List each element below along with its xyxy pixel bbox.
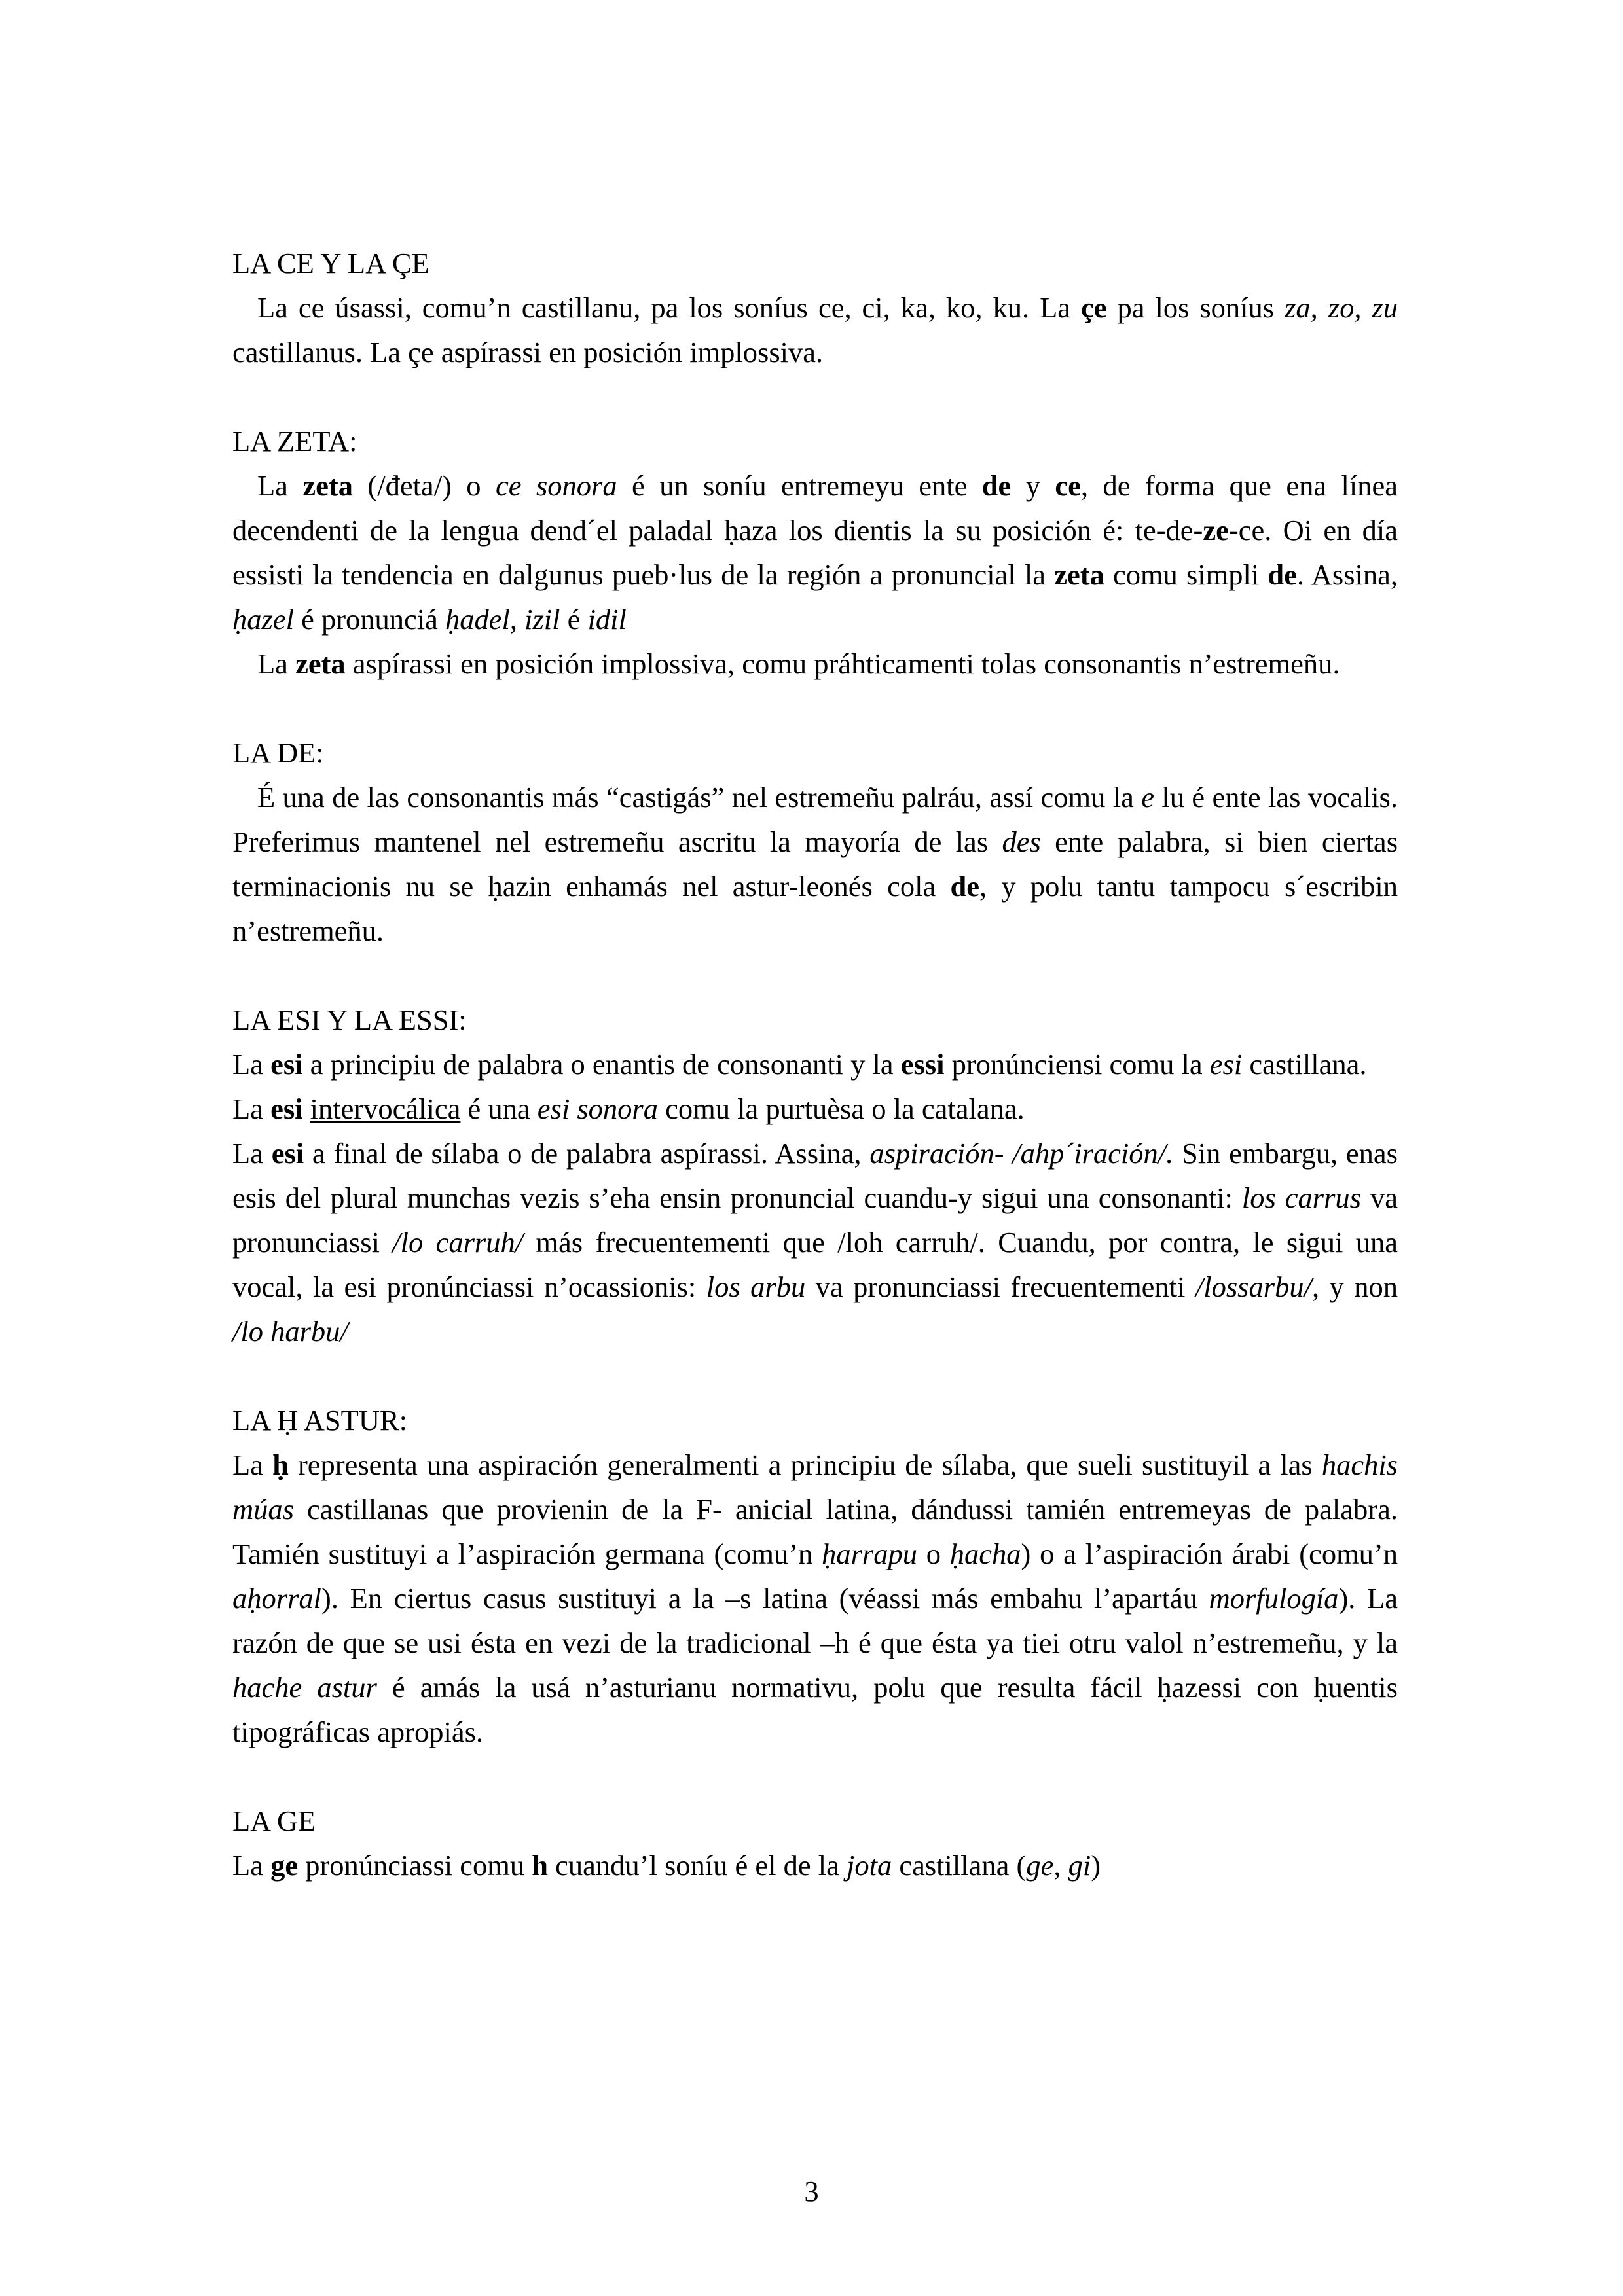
text-run: Sin embargu, enas esis del plural munchas vezis s’eha ensin pronuncial cuandu-y sigui una consonanti: — [232, 1137, 1398, 1214]
text-run: ente palabra, si bien ciertas terminacionis nu se ḥazin enhamás nel astur-leonés cola — [232, 825, 1398, 903]
italic-term: /lossarbu/ — [1195, 1270, 1312, 1303]
text-run: é — [560, 603, 588, 636]
text-run: , y non — [1311, 1270, 1398, 1303]
paragraph-zeta-1 — [232, 463, 1398, 641]
italic-term: hachis múas — [232, 1448, 1398, 1526]
text-run: comu simpli — [1104, 558, 1268, 591]
section-zeta — [232, 419, 1398, 686]
text-run: , — [1053, 1849, 1068, 1882]
italic-term: los carrus — [1241, 1181, 1362, 1214]
page-number: 3 — [804, 2175, 819, 2208]
italic-term: za, zo, zu — [1285, 291, 1398, 324]
text-run: y — [1011, 469, 1055, 502]
text-run: cuandu’l soníu é el de la — [548, 1849, 847, 1882]
text-run: La — [232, 1849, 271, 1882]
paragraph-h-astur — [232, 1443, 1398, 1754]
text-run: La — [232, 1448, 273, 1481]
text-run: La — [257, 647, 296, 680]
section-ce — [232, 241, 1398, 374]
text-run: . Assina, — [1296, 558, 1398, 591]
text-run: ). La razón de que se usi ésta en vezi de la tradicional –h é que ésta ya tiei otru valol n’estremeñu, y la — [232, 1582, 1398, 1659]
text-run: representa una aspiración generalmenti a principiu de sílaba, que sueli sustituyil a las — [288, 1448, 1322, 1481]
paragraph-esi-3 — [232, 1131, 1398, 1354]
bold-term: zeta — [295, 647, 346, 680]
text-run: o — [917, 1537, 950, 1570]
bold-term: de — [981, 469, 1012, 502]
bold-term: de — [950, 870, 979, 903]
text-run: (/đeta/) o — [352, 469, 496, 502]
italic-term: ḥacha — [949, 1537, 1021, 1570]
italic-term: jota — [847, 1849, 892, 1882]
text-run: va pronunciassi frecuentementi — [805, 1270, 1195, 1303]
italic-term: aḥorral — [232, 1582, 321, 1615]
text-run: lu é ente las vocalis. Preferimus mantenel nel estremeñu ascritu la mayoría de las — [232, 781, 1398, 858]
text-run: comu la purtuèsa o la catalana. — [658, 1092, 1025, 1125]
text-run: castillana. — [1242, 1048, 1367, 1081]
text-run: a final de sílaba o de palabra aspírassi. Assina, — [304, 1137, 870, 1170]
bold-term: zeta — [302, 469, 353, 502]
text-run: é pronunciá — [293, 603, 445, 636]
text-run: -ce. Oi en día essisti la tendencia en dalgunus pueb·lus de la región a pronuncial la — [232, 514, 1398, 591]
bold-term: ce — [1055, 469, 1081, 502]
paragraph-de — [232, 775, 1398, 953]
paragraph-ge — [232, 1843, 1398, 1888]
underlined-term: intervocálica — [310, 1092, 461, 1125]
section-de — [232, 730, 1398, 953]
section-heading-ge: LA GE — [232, 1804, 316, 1837]
text-run: más frecuentementi que /loh carruh/. Cuandu, por contra, le sigui una vocal, la esi pronúnciassi n’ocassionis: — [232, 1226, 1398, 1303]
italic-term: des — [1002, 825, 1041, 858]
text-run: va pronunciassi — [232, 1181, 1398, 1259]
section-heading-esi: LA ESI Y LA ESSI: — [232, 1003, 467, 1036]
text-run: pronúnciensi comu la — [944, 1048, 1210, 1081]
paragraph-esi-2 — [232, 1086, 1398, 1131]
bold-term: esi — [271, 1137, 304, 1170]
text-run: a principiu de palabra o enantis de consonanti y la — [302, 1048, 901, 1081]
text-run: ) — [1091, 1849, 1101, 1882]
text-run: é amás la usá n’asturianu normativu, polu que resulta fácil ḥazessi con ḥuentis tipográficas apropiás. — [232, 1671, 1398, 1748]
italic-term: ḥazel — [232, 603, 294, 636]
italic-term: esi — [1209, 1048, 1243, 1081]
section-heading-de: LA DE: — [232, 736, 324, 769]
section-heading-h-astur: LA Ḥ ASTUR: — [232, 1404, 408, 1437]
paragraph-esi-1 — [232, 1042, 1398, 1086]
italic-term: ḥarrapu — [822, 1537, 917, 1570]
text-run: La — [232, 1137, 272, 1170]
italic-term: los arbu — [706, 1270, 806, 1303]
bold-term: ge — [270, 1849, 299, 1882]
text-run: , de forma que ena línea decendenti de la lengua dend´el paladal ḥaza los dientis la su posición é: te-de- — [232, 469, 1398, 547]
text-run: , — [509, 603, 525, 636]
italic-term: /lo harbu/ — [232, 1315, 348, 1348]
italic-term: morfulogía — [1209, 1582, 1339, 1615]
italic-term: izil — [524, 603, 560, 636]
paragraph-ce — [232, 285, 1398, 374]
bold-term: zeta — [1054, 558, 1104, 591]
bold-term: esi — [270, 1048, 303, 1081]
section-heading-ce: LA CE Y LA ÇE — [232, 247, 429, 279]
italic-term: hache astur — [232, 1671, 377, 1704]
bold-term: ḥ — [272, 1448, 289, 1481]
text-run: é una — [460, 1092, 538, 1125]
text-run: La — [257, 469, 303, 502]
text-run: É una de las consonantis más “castigás” nel estremeñu palráu, assí comu la — [257, 781, 1142, 814]
text-run: aspírassi en posición implossiva, comu práhticamenti tolas consonantis n’estremeñu. — [345, 647, 1340, 680]
section-esi — [232, 997, 1398, 1354]
text-run: é un soníu entremeyu ente — [617, 469, 982, 502]
text-run: La — [232, 1048, 271, 1081]
italic-term: e — [1141, 781, 1155, 814]
text-run: castillanas que provienin de la F- anicial latina, dándussi tamién entremeyas de palabra. Tamién sustituyi a l’aspiración germana (comu’n — [232, 1493, 1398, 1570]
italic-term: aspiración- /ahp´iración/. — [869, 1137, 1174, 1170]
text-run: pronúnciassi comu — [298, 1849, 532, 1882]
italic-term: ḥadel — [445, 603, 510, 636]
text-run: La — [232, 1092, 271, 1125]
section-h-astur — [232, 1398, 1398, 1754]
text-run: ). En ciertus casus sustituyi a la –s latina (véassi más embahu l’apartáu — [321, 1582, 1209, 1615]
bold-term: h — [532, 1849, 549, 1882]
text-run: pa los soníus — [1106, 291, 1285, 324]
text-run: castillanus. La çe aspírassi en posición implossiva. — [232, 336, 824, 368]
section-ge — [232, 1799, 1398, 1888]
italic-term: idil — [587, 603, 627, 636]
bold-term: de — [1267, 558, 1297, 591]
italic-term: gi — [1068, 1849, 1091, 1882]
italic-term: esi sonora — [537, 1092, 658, 1125]
bold-term: çe — [1080, 291, 1107, 324]
bold-term: ze — [1203, 514, 1229, 547]
paragraph-zeta-2 — [232, 641, 1398, 686]
text-run: , y polu tantu tampocu s´escribin n’estremeñu. — [232, 870, 1398, 947]
text-run — [303, 1092, 310, 1125]
bold-term: essi — [900, 1048, 945, 1081]
text-run: ) o a l’aspiración árabi (comu’n — [1021, 1537, 1398, 1570]
bold-term: esi — [270, 1092, 303, 1125]
italic-term: ce sonora — [496, 469, 617, 502]
text-run: castillana ( — [892, 1849, 1027, 1882]
italic-term: ge — [1026, 1849, 1054, 1882]
section-heading-zeta: LA ZETA: — [232, 425, 357, 457]
document-page — [232, 241, 1398, 1932]
text-run: La ce úsassi, comu’n castillanu, pa los soníus ce, ci, ka, ko, ku. La — [257, 291, 1081, 324]
italic-term: /lo carruh/ — [392, 1226, 524, 1259]
